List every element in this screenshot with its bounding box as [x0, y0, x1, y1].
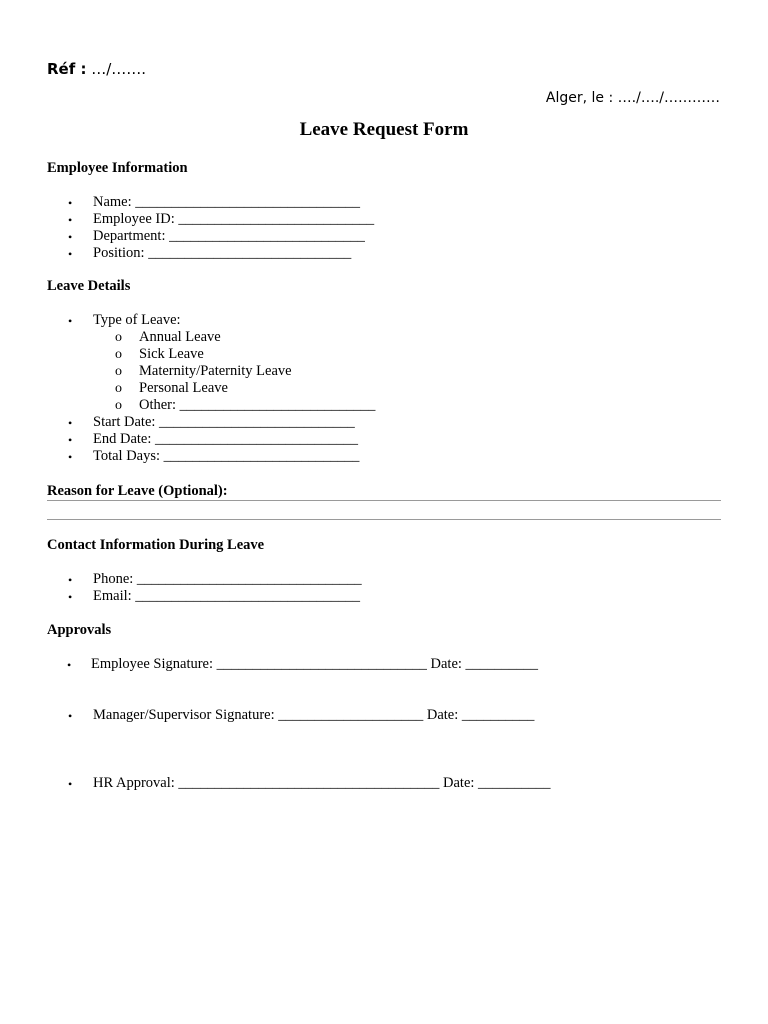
bullet: •: [68, 590, 73, 604]
field-name: Name: _______________________________: [93, 194, 361, 210]
field-phone: Phone: _______________________________: [93, 571, 362, 587]
bullet: •: [67, 658, 72, 672]
field-end-date: End Date: ____________________________: [93, 431, 359, 447]
bullet: •: [68, 433, 73, 447]
bullet: •: [68, 230, 73, 244]
reference-label: Réf :: [47, 60, 87, 78]
field-position: Position: ____________________________: [93, 245, 352, 261]
reference-value: …/…….: [86, 60, 147, 78]
option-personal-leave: Personal Leave: [139, 380, 228, 396]
hr-approval-line: HR Approval: ____________________________________ Date: __________: [93, 775, 551, 791]
field-total-days: Total Days: ___________________________: [93, 448, 360, 464]
field-type-of-leave: Type of Leave:: [93, 312, 181, 328]
form-title: Leave Request Form: [299, 119, 469, 140]
bullet: •: [68, 247, 73, 261]
reason-line-2: [47, 519, 721, 520]
bullet: •: [68, 213, 73, 227]
sub-bullet: o: [115, 330, 122, 345]
reason-line-1: [47, 500, 721, 501]
bullet: •: [68, 196, 73, 210]
bullet: •: [68, 573, 73, 587]
manager-signature-line: Manager/Supervisor Signature: ____________________ Date: __________: [93, 707, 535, 723]
bullet: •: [68, 416, 73, 430]
bullet: •: [68, 777, 73, 791]
sub-bullet: o: [115, 381, 122, 396]
sub-bullet: o: [115, 398, 122, 413]
employee-signature-line: Employee Signature: _____________________________ Date: __________: [91, 656, 539, 672]
field-email: Email: _______________________________: [93, 588, 361, 604]
option-maternity-paternity-leave: Maternity/Paternity Leave: [139, 363, 292, 379]
place-date-line: Alger, le : …./…./…………: [545, 90, 720, 106]
field-department: Department: ___________________________: [93, 228, 365, 244]
reason-heading: Reason for Leave (Optional):: [47, 483, 228, 499]
sub-bullet: o: [115, 347, 122, 362]
option-sick-leave: Sick Leave: [139, 346, 204, 362]
bullet: •: [68, 709, 73, 723]
sub-bullet: o: [115, 364, 122, 379]
bullet: •: [68, 450, 73, 464]
option-annual-leave: Annual Leave: [139, 329, 221, 345]
contact-heading: Contact Information During Leave: [47, 537, 265, 553]
approvals-heading: Approvals: [47, 622, 112, 638]
reference-line: [47, 60, 146, 78]
employee-info-heading: Employee Information: [47, 160, 188, 176]
option-other: Other: ___________________________: [139, 397, 376, 413]
leave-details-heading: Leave Details: [47, 278, 131, 294]
field-employee-id: Employee ID: ___________________________: [93, 211, 375, 227]
bullet: •: [68, 314, 73, 328]
field-start-date: Start Date: ___________________________: [93, 414, 355, 430]
